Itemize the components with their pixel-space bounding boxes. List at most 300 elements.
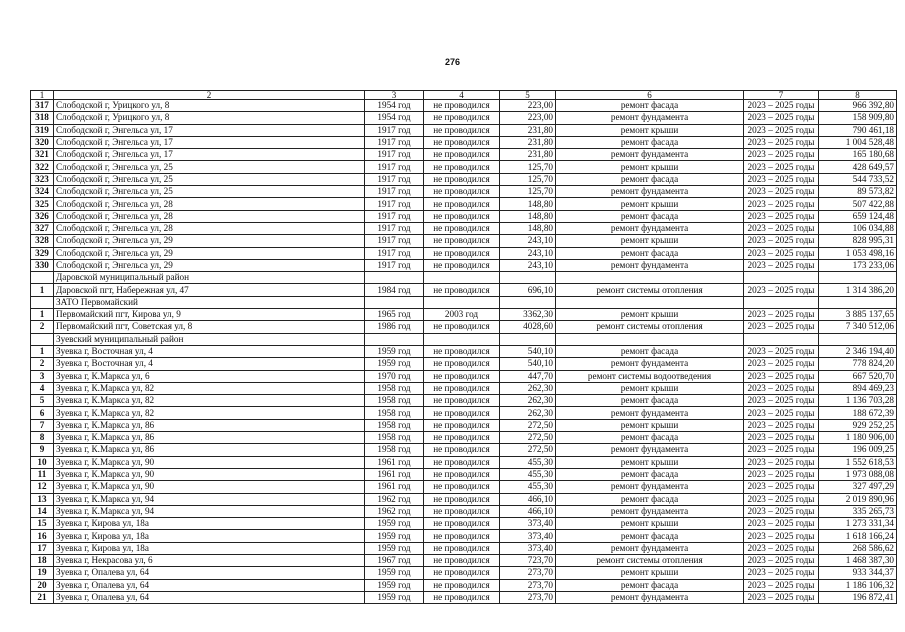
- address-cell: Зуевка г, Кирова ул, 18а: [54, 518, 365, 530]
- last-repair-cell: не проводился: [424, 591, 500, 603]
- last-repair-cell: не проводился: [424, 284, 500, 296]
- header-cell: 4: [424, 91, 500, 100]
- cost-cell: 790 461,18: [819, 124, 897, 136]
- table-row: [31, 579, 897, 591]
- period-cell: 2023 – 2025 годы: [744, 567, 819, 579]
- cost-cell: 507 422,88: [819, 198, 897, 210]
- construction-year-cell: 1959 год: [365, 567, 424, 579]
- area-cell: 373,40: [500, 518, 556, 530]
- address-cell: Зуевка г, К.Маркса ул, 94: [54, 505, 365, 517]
- last-repair-cell: не проводился: [424, 345, 500, 357]
- address-cell: Слободской г, Энгельса ул, 28: [54, 222, 365, 234]
- area-cell: 148,80: [500, 198, 556, 210]
- area-cell: 125,70: [500, 186, 556, 198]
- table-row: [31, 161, 897, 173]
- table-row: [31, 309, 897, 321]
- construction-year-cell: 1959 год: [365, 530, 424, 542]
- last-repair-cell: не проводился: [424, 395, 500, 407]
- work-type-cell: ремонт фасада: [556, 100, 744, 112]
- address-cell: Слободской г, Энгельса ул, 17: [54, 136, 365, 148]
- row-number-cell: 324: [31, 186, 54, 198]
- period-cell: 2023 – 2025 годы: [744, 210, 819, 222]
- address-cell: Зуевка г, К.Маркса ул, 86: [54, 444, 365, 456]
- period-cell: 2023 – 2025 годы: [744, 493, 819, 505]
- table-row: [31, 419, 897, 431]
- work-type-cell: ремонт фундамента: [556, 444, 744, 456]
- table-row: [31, 186, 897, 198]
- work-type-cell: ремонт крыши: [556, 235, 744, 247]
- period-cell: 2023 – 2025 годы: [744, 100, 819, 112]
- address-cell: Зуевка г, К.Маркса ул, 86: [54, 432, 365, 444]
- last-repair-cell: не проводился: [424, 321, 500, 333]
- construction-year-cell: 1965 год: [365, 309, 424, 321]
- work-type-cell: ремонт системы отопления: [556, 321, 744, 333]
- work-type-cell: ремонт системы отопления: [556, 554, 744, 566]
- period-cell: 2023 – 2025 годы: [744, 198, 819, 210]
- header-cell: 2: [54, 91, 365, 100]
- empty-cell: [500, 333, 556, 345]
- header-cell: 5: [500, 91, 556, 100]
- row-number-cell: 6: [31, 407, 54, 419]
- cost-cell: 1 053 498,16: [819, 247, 897, 259]
- work-type-cell: ремонт фасада: [556, 468, 744, 480]
- work-type-cell: ремонт фасада: [556, 210, 744, 222]
- work-type-cell: ремонт фундамента: [556, 591, 744, 603]
- last-repair-cell: не проводился: [424, 112, 500, 124]
- construction-year-cell: 1959 год: [365, 542, 424, 554]
- period-cell: 2023 – 2025 годы: [744, 444, 819, 456]
- work-type-cell: ремонт фасада: [556, 530, 744, 542]
- row-number-cell: 328: [31, 235, 54, 247]
- work-type-cell: ремонт фасада: [556, 579, 744, 591]
- table-row: [31, 100, 897, 112]
- row-number-cell: 319: [31, 124, 54, 136]
- address-cell: Зуевка г, К.Маркса ул, 82: [54, 395, 365, 407]
- last-repair-cell: не проводился: [424, 235, 500, 247]
- work-type-cell: ремонт крыши: [556, 456, 744, 468]
- area-cell: 273,70: [500, 591, 556, 603]
- last-repair-cell: не проводился: [424, 493, 500, 505]
- table-row: [31, 284, 897, 296]
- period-cell: 2023 – 2025 годы: [744, 370, 819, 382]
- row-number-cell: 20: [31, 579, 54, 591]
- table-row: [31, 136, 897, 148]
- construction-year-cell: 1962 год: [365, 505, 424, 517]
- work-type-cell: ремонт фасада: [556, 136, 744, 148]
- work-type-cell: ремонт крыши: [556, 567, 744, 579]
- empty-cell: [819, 296, 897, 308]
- construction-year-cell: 1917 год: [365, 136, 424, 148]
- last-repair-cell: не проводился: [424, 222, 500, 234]
- period-cell: 2023 – 2025 годы: [744, 112, 819, 124]
- work-type-cell: ремонт крыши: [556, 518, 744, 530]
- table-row: [31, 493, 897, 505]
- last-repair-cell: не проводился: [424, 358, 500, 370]
- empty-cell: [424, 272, 500, 284]
- page-number: 276: [444, 57, 461, 67]
- area-cell: 466,10: [500, 493, 556, 505]
- construction-year-cell: 1917 год: [365, 173, 424, 185]
- work-type-cell: ремонт фасада: [556, 247, 744, 259]
- cost-cell: 188 672,39: [819, 407, 897, 419]
- period-cell: 2023 – 2025 годы: [744, 161, 819, 173]
- address-cell: Слободской г, Энгельса ул, 28: [54, 198, 365, 210]
- last-repair-cell: не проводился: [424, 259, 500, 271]
- cost-cell: 89 573,82: [819, 186, 897, 198]
- address-cell: Зуевка г, Опалева ул, 64: [54, 579, 365, 591]
- period-cell: 2023 – 2025 годы: [744, 222, 819, 234]
- row-number-cell: 2: [31, 321, 54, 333]
- work-type-cell: ремонт системы отопления: [556, 284, 744, 296]
- row-number-cell: 16: [31, 530, 54, 542]
- last-repair-cell: не проводился: [424, 100, 500, 112]
- cost-cell: 966 392,80: [819, 100, 897, 112]
- period-cell: 2023 – 2025 годы: [744, 554, 819, 566]
- period-cell: 2023 – 2025 годы: [744, 468, 819, 480]
- area-cell: 466,10: [500, 505, 556, 517]
- area-cell: 243,10: [500, 247, 556, 259]
- empty-cell: [365, 296, 424, 308]
- work-type-cell: ремонт фасада: [556, 173, 744, 185]
- construction-year-cell: 1959 год: [365, 579, 424, 591]
- last-repair-cell: не проводился: [424, 186, 500, 198]
- work-type-cell: ремонт фундамента: [556, 481, 744, 493]
- area-cell: 273,70: [500, 567, 556, 579]
- address-cell: Даровской пгт, Набережная ул, 47: [54, 284, 365, 296]
- construction-year-cell: 1958 год: [365, 432, 424, 444]
- period-cell: 2023 – 2025 годы: [744, 149, 819, 161]
- work-type-cell: ремонт крыши: [556, 198, 744, 210]
- work-type-cell: ремонт фундамента: [556, 186, 744, 198]
- area-cell: 231,80: [500, 149, 556, 161]
- address-cell: Слободской г, Энгельса ул, 28: [54, 210, 365, 222]
- period-cell: 2023 – 2025 годы: [744, 124, 819, 136]
- last-repair-cell: не проводился: [424, 247, 500, 259]
- address-cell: Слободской г, Энгельса ул, 29: [54, 247, 365, 259]
- construction-year-cell: 1959 год: [365, 591, 424, 603]
- row-number-cell: 18: [31, 554, 54, 566]
- row-number-cell: 4: [31, 382, 54, 394]
- row-number-cell: 7: [31, 419, 54, 431]
- table-row: [31, 235, 897, 247]
- last-repair-cell: не проводился: [424, 407, 500, 419]
- work-type-cell: ремонт крыши: [556, 124, 744, 136]
- period-cell: 2023 – 2025 годы: [744, 591, 819, 603]
- area-cell: 273,70: [500, 579, 556, 591]
- construction-year-cell: 1917 год: [365, 222, 424, 234]
- table-row: [31, 173, 897, 185]
- empty-cell: [424, 296, 500, 308]
- construction-year-cell: 1962 год: [365, 493, 424, 505]
- cost-cell: 667 520,70: [819, 370, 897, 382]
- table-row: [31, 530, 897, 542]
- last-repair-cell: не проводился: [424, 198, 500, 210]
- cost-cell: 196 009,25: [819, 444, 897, 456]
- row-number-cell: 3: [31, 370, 54, 382]
- table-row: [31, 395, 897, 407]
- last-repair-cell: не проводился: [424, 542, 500, 554]
- cost-cell: 7 340 512,06: [819, 321, 897, 333]
- header-cell: 3: [365, 91, 424, 100]
- cost-cell: 1 136 703,28: [819, 395, 897, 407]
- row-number-cell: 326: [31, 210, 54, 222]
- last-repair-cell: не проводился: [424, 567, 500, 579]
- last-repair-cell: не проводился: [424, 210, 500, 222]
- row-number-cell: 1: [31, 309, 54, 321]
- construction-year-cell: 1959 год: [365, 518, 424, 530]
- last-repair-cell: не проводился: [424, 456, 500, 468]
- construction-year-cell: 1961 год: [365, 468, 424, 480]
- region-name-cell: Даровской муниципальный район: [54, 272, 365, 284]
- table-row: [31, 358, 897, 370]
- cost-cell: 196 872,41: [819, 591, 897, 603]
- area-cell: 4028,60: [500, 321, 556, 333]
- area-cell: 455,30: [500, 481, 556, 493]
- row-number-cell: [31, 296, 54, 308]
- header-cell: 6: [556, 91, 744, 100]
- address-cell: Зуевка г, Восточная ул, 4: [54, 345, 365, 357]
- period-cell: 2023 – 2025 годы: [744, 186, 819, 198]
- empty-cell: [556, 272, 744, 284]
- area-cell: 723,70: [500, 554, 556, 566]
- cost-cell: 933 344,37: [819, 567, 897, 579]
- row-number-cell: 318: [31, 112, 54, 124]
- table-row: [31, 407, 897, 419]
- period-cell: 2023 – 2025 годы: [744, 309, 819, 321]
- region-name-cell: Зуевский муниципальный район: [54, 333, 365, 345]
- table-row: [31, 542, 897, 554]
- address-cell: Зуевка г, К.Маркса ул, 90: [54, 468, 365, 480]
- row-number-cell: 9: [31, 444, 54, 456]
- address-cell: Слободской г, Энгельса ул, 25: [54, 186, 365, 198]
- construction-year-cell: 1917 год: [365, 210, 424, 222]
- construction-year-cell: 1917 год: [365, 235, 424, 247]
- period-cell: 2023 – 2025 годы: [744, 518, 819, 530]
- address-cell: Слободской г, Урицкого ул, 8: [54, 100, 365, 112]
- table-row: [31, 247, 897, 259]
- region-header-row: [31, 272, 897, 284]
- work-type-cell: ремонт крыши: [556, 309, 744, 321]
- address-cell: Зуевка г, Восточная ул, 4: [54, 358, 365, 370]
- construction-year-cell: 1959 год: [365, 358, 424, 370]
- cost-cell: 1 973 088,08: [819, 468, 897, 480]
- row-number-cell: 330: [31, 259, 54, 271]
- empty-cell: [819, 333, 897, 345]
- empty-cell: [365, 333, 424, 345]
- empty-cell: [500, 272, 556, 284]
- area-cell: 262,30: [500, 395, 556, 407]
- row-number-cell: 12: [31, 481, 54, 493]
- table-row: [31, 505, 897, 517]
- empty-cell: [500, 296, 556, 308]
- last-repair-cell: не проводился: [424, 530, 500, 542]
- cost-cell: 1 186 106,32: [819, 579, 897, 591]
- table-row: [31, 591, 897, 603]
- table-row: [31, 432, 897, 444]
- cost-cell: 1 468 387,30: [819, 554, 897, 566]
- table-row: [31, 259, 897, 271]
- work-type-cell: ремонт фасада: [556, 345, 744, 357]
- cost-cell: 2 019 890,96: [819, 493, 897, 505]
- address-cell: Зуевка г, К.Маркса ул, 90: [54, 456, 365, 468]
- table-row: [31, 382, 897, 394]
- address-cell: Слободской г, Энгельса ул, 25: [54, 173, 365, 185]
- cost-cell: 1 314 386,20: [819, 284, 897, 296]
- area-cell: 243,10: [500, 235, 556, 247]
- empty-cell: [819, 272, 897, 284]
- last-repair-cell: не проводился: [424, 579, 500, 591]
- construction-year-cell: 1959 год: [365, 345, 424, 357]
- area-cell: 223,00: [500, 112, 556, 124]
- table-row: [31, 468, 897, 480]
- empty-cell: [744, 333, 819, 345]
- table-row: [31, 554, 897, 566]
- row-number-cell: 15: [31, 518, 54, 530]
- area-cell: 148,80: [500, 210, 556, 222]
- period-cell: 2023 – 2025 годы: [744, 407, 819, 419]
- repair-schedule-table: [30, 90, 897, 604]
- work-type-cell: ремонт фундамента: [556, 358, 744, 370]
- area-cell: 447,70: [500, 370, 556, 382]
- address-cell: Зуевка г, Кирова ул, 18а: [54, 530, 365, 542]
- address-cell: Слободской г, Урицкого ул, 8: [54, 112, 365, 124]
- period-cell: 2023 – 2025 годы: [744, 542, 819, 554]
- cost-cell: 335 265,73: [819, 505, 897, 517]
- period-cell: 2023 – 2025 годы: [744, 505, 819, 517]
- period-cell: 2023 – 2025 годы: [744, 173, 819, 185]
- cost-cell: 828 995,31: [819, 235, 897, 247]
- last-repair-cell: 2003 год: [424, 309, 500, 321]
- row-number-cell: 327: [31, 222, 54, 234]
- work-type-cell: ремонт фасада: [556, 493, 744, 505]
- cost-cell: 929 252,25: [819, 419, 897, 431]
- region-name-cell: ЗАТО Первомайский: [54, 296, 365, 308]
- period-cell: 2023 – 2025 годы: [744, 456, 819, 468]
- cost-cell: 2 346 194,40: [819, 345, 897, 357]
- period-cell: 2023 – 2025 годы: [744, 579, 819, 591]
- cost-cell: 268 586,62: [819, 542, 897, 554]
- period-cell: 2023 – 2025 годы: [744, 358, 819, 370]
- work-type-cell: ремонт фасада: [556, 432, 744, 444]
- address-cell: Зуевка г, Опалева ул, 64: [54, 591, 365, 603]
- table-row: [31, 198, 897, 210]
- construction-year-cell: 1986 год: [365, 321, 424, 333]
- row-number-cell: 19: [31, 567, 54, 579]
- area-cell: 231,80: [500, 136, 556, 148]
- area-cell: 696,10: [500, 284, 556, 296]
- table-row: [31, 210, 897, 222]
- construction-year-cell: 1954 год: [365, 100, 424, 112]
- cost-cell: 778 824,20: [819, 358, 897, 370]
- work-type-cell: ремонт системы водоотведения: [556, 370, 744, 382]
- cost-cell: 894 469,23: [819, 382, 897, 394]
- last-repair-cell: не проводился: [424, 124, 500, 136]
- address-cell: Зуевка г, К.Маркса ул, 86: [54, 419, 365, 431]
- row-number-cell: 11: [31, 468, 54, 480]
- area-cell: 373,40: [500, 542, 556, 554]
- row-number-cell: 323: [31, 173, 54, 185]
- area-cell: 125,70: [500, 173, 556, 185]
- last-repair-cell: не проводился: [424, 136, 500, 148]
- construction-year-cell: 1958 год: [365, 395, 424, 407]
- last-repair-cell: не проводился: [424, 468, 500, 480]
- table-row: [31, 456, 897, 468]
- construction-year-cell: 1917 год: [365, 259, 424, 271]
- address-cell: Зуевка г, К.Маркса ул, 94: [54, 493, 365, 505]
- construction-year-cell: 1961 год: [365, 456, 424, 468]
- last-repair-cell: не проводился: [424, 444, 500, 456]
- region-header-row: [31, 333, 897, 345]
- cost-cell: 1 552 618,53: [819, 456, 897, 468]
- empty-cell: [365, 272, 424, 284]
- address-cell: Зуевка г, К.Маркса ул, 82: [54, 382, 365, 394]
- empty-cell: [424, 333, 500, 345]
- period-cell: 2023 – 2025 годы: [744, 136, 819, 148]
- row-number-cell: 1: [31, 345, 54, 357]
- period-cell: 2023 – 2025 годы: [744, 395, 819, 407]
- construction-year-cell: 1917 год: [365, 247, 424, 259]
- row-number-cell: 14: [31, 505, 54, 517]
- last-repair-cell: не проводился: [424, 161, 500, 173]
- address-cell: Слободской г, Энгельса ул, 25: [54, 161, 365, 173]
- cost-cell: 1 004 528,48: [819, 136, 897, 148]
- empty-cell: [744, 272, 819, 284]
- work-type-cell: ремонт крыши: [556, 419, 744, 431]
- row-number-cell: 325: [31, 198, 54, 210]
- period-cell: 2023 – 2025 годы: [744, 259, 819, 271]
- area-cell: 540,10: [500, 345, 556, 357]
- period-cell: 2023 – 2025 годы: [744, 345, 819, 357]
- area-cell: 262,30: [500, 407, 556, 419]
- empty-cell: [556, 296, 744, 308]
- address-cell: Зуевка г, К.Маркса ул, 82: [54, 407, 365, 419]
- address-cell: Зуевка г, К.Маркса ул, 6: [54, 370, 365, 382]
- period-cell: 2023 – 2025 годы: [744, 235, 819, 247]
- work-type-cell: ремонт фундамента: [556, 112, 744, 124]
- row-number-cell: 322: [31, 161, 54, 173]
- table-row: [31, 444, 897, 456]
- address-cell: Первомайский пгт, Советская ул, 8: [54, 321, 365, 333]
- work-type-cell: ремонт фасада: [556, 395, 744, 407]
- table-row: [31, 370, 897, 382]
- work-type-cell: ремонт фундамента: [556, 149, 744, 161]
- address-cell: Зуевка г, Опалева ул, 64: [54, 567, 365, 579]
- address-cell: Зуевка г, Некрасова ул, 6: [54, 554, 365, 566]
- table-row: [31, 481, 897, 493]
- table-row: [31, 112, 897, 124]
- area-cell: 262,30: [500, 382, 556, 394]
- table-row: [31, 567, 897, 579]
- cost-cell: 1 273 331,34: [819, 518, 897, 530]
- cost-cell: 173 233,06: [819, 259, 897, 271]
- area-cell: 231,80: [500, 124, 556, 136]
- area-cell: 223,00: [500, 100, 556, 112]
- area-cell: 540,10: [500, 358, 556, 370]
- address-cell: Слободской г, Энгельса ул, 29: [54, 235, 365, 247]
- construction-year-cell: 1917 год: [365, 198, 424, 210]
- cost-cell: 659 124,48: [819, 210, 897, 222]
- area-cell: 272,50: [500, 419, 556, 431]
- last-repair-cell: не проводился: [424, 432, 500, 444]
- cost-cell: 327 497,29: [819, 481, 897, 493]
- construction-year-cell: 1970 год: [365, 370, 424, 382]
- row-number-cell: 13: [31, 493, 54, 505]
- work-type-cell: ремонт крыши: [556, 382, 744, 394]
- work-type-cell: ремонт фундамента: [556, 259, 744, 271]
- work-type-cell: ремонт фундамента: [556, 222, 744, 234]
- area-cell: 455,30: [500, 456, 556, 468]
- construction-year-cell: 1984 год: [365, 284, 424, 296]
